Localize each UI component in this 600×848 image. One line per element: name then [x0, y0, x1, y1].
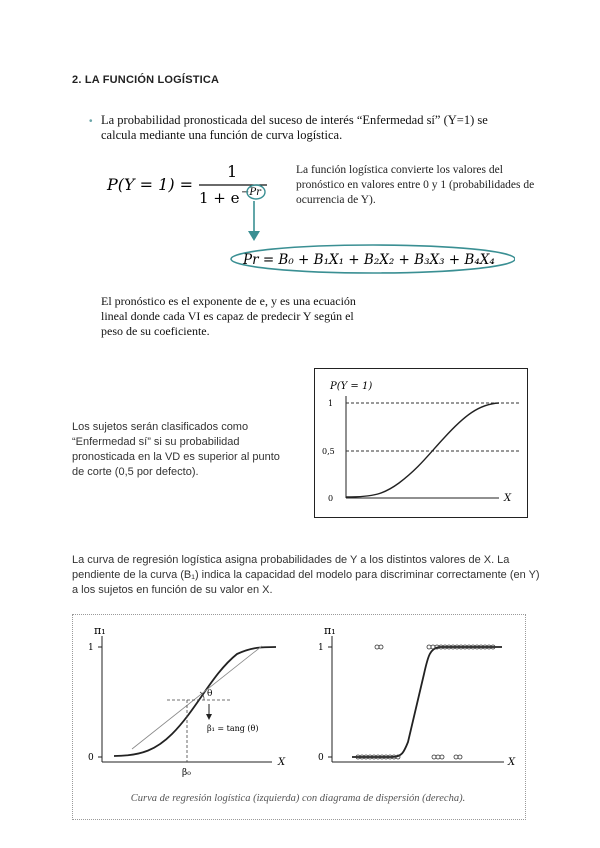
- left-logistic-curve: [114, 647, 276, 756]
- right-ylabel: π₁: [324, 624, 336, 637]
- tangent-line: [132, 646, 262, 749]
- bullet-icon: •: [89, 116, 93, 127]
- formula-denominator: 1 + e: [199, 189, 240, 207]
- formula-explanation: La función logística convierte los valores del pronóstico en valores entre 0 y 1 (probabilidades de ocurrencia de Y).: [296, 164, 535, 206]
- chart-ylabel: P(Y = 1): [330, 381, 373, 392]
- tick-1: 1: [328, 399, 334, 408]
- theta-label: θ: [207, 689, 213, 699]
- right-tick-0: 0: [318, 753, 324, 763]
- formula-numerator: 1: [227, 162, 238, 181]
- pr-equation: Pr = B₀ + B₁X₁ + B₂X₂ + B₃X₃ + B₄X₄: [243, 252, 495, 268]
- section-title: 2. LA FUNCIÓN LOGÍSTICA: [72, 74, 220, 86]
- scatter-points-bottom: [356, 755, 462, 759]
- beta0-label: β₀: [182, 768, 191, 778]
- chart-xlabel: X: [504, 493, 512, 504]
- formula-exponent: −Pr: [241, 187, 261, 198]
- logistic-curve: [346, 403, 499, 497]
- left-ylabel: π₁: [94, 624, 106, 637]
- tick-05: 0,5: [322, 447, 335, 456]
- exponent-note: El pronóstico es el exponente de e, y es una ecuación lineal donde cada VI es capaz de predecir Y según el peso de su coeficiente.: [101, 294, 356, 338]
- bullet-text: La probabilidad pronosticada del suceso de interés “Enfermedad sí” (Y=1) se calcula mediante una función de curva logística.: [101, 113, 488, 142]
- formula-lhs: P(Y = 1) =: [107, 175, 194, 194]
- right-logistic-curve: [352, 647, 502, 757]
- beta-arrow-icon: [206, 714, 212, 720]
- right-xlabel: X: [508, 757, 516, 768]
- logistic-curve-chart: [314, 368, 528, 518]
- figure-caption: Curva de regresión logística (izquierda) con diagrama de dispersión (derecha).: [130, 793, 466, 804]
- left-xlabel: X: [278, 757, 286, 768]
- tick-0: 0: [328, 494, 334, 503]
- regression-text: La curva de regresión logística asigna probabilidades de Y a los distintos valores de X. La pendiente de la curva (B₁) indica la capacidad del modelo para discriminar correctamente (en Y) a los sujetos en función de su valor en X.: [72, 554, 540, 596]
- right-tick-1: 1: [318, 643, 324, 653]
- arrow-down-icon: [248, 231, 260, 241]
- regression-figure: [72, 614, 524, 790]
- beta-equation: β₁ = tang (θ): [207, 724, 259, 733]
- classification-text: Los sujetos serán clasificados como “Enfermedad sí” si su probabilidad pronosticada en la VD es superior al punto de corte (0,5 por defecto).: [72, 421, 280, 478]
- left-tick-0: 0: [88, 753, 94, 763]
- left-tick-1: 1: [88, 643, 94, 653]
